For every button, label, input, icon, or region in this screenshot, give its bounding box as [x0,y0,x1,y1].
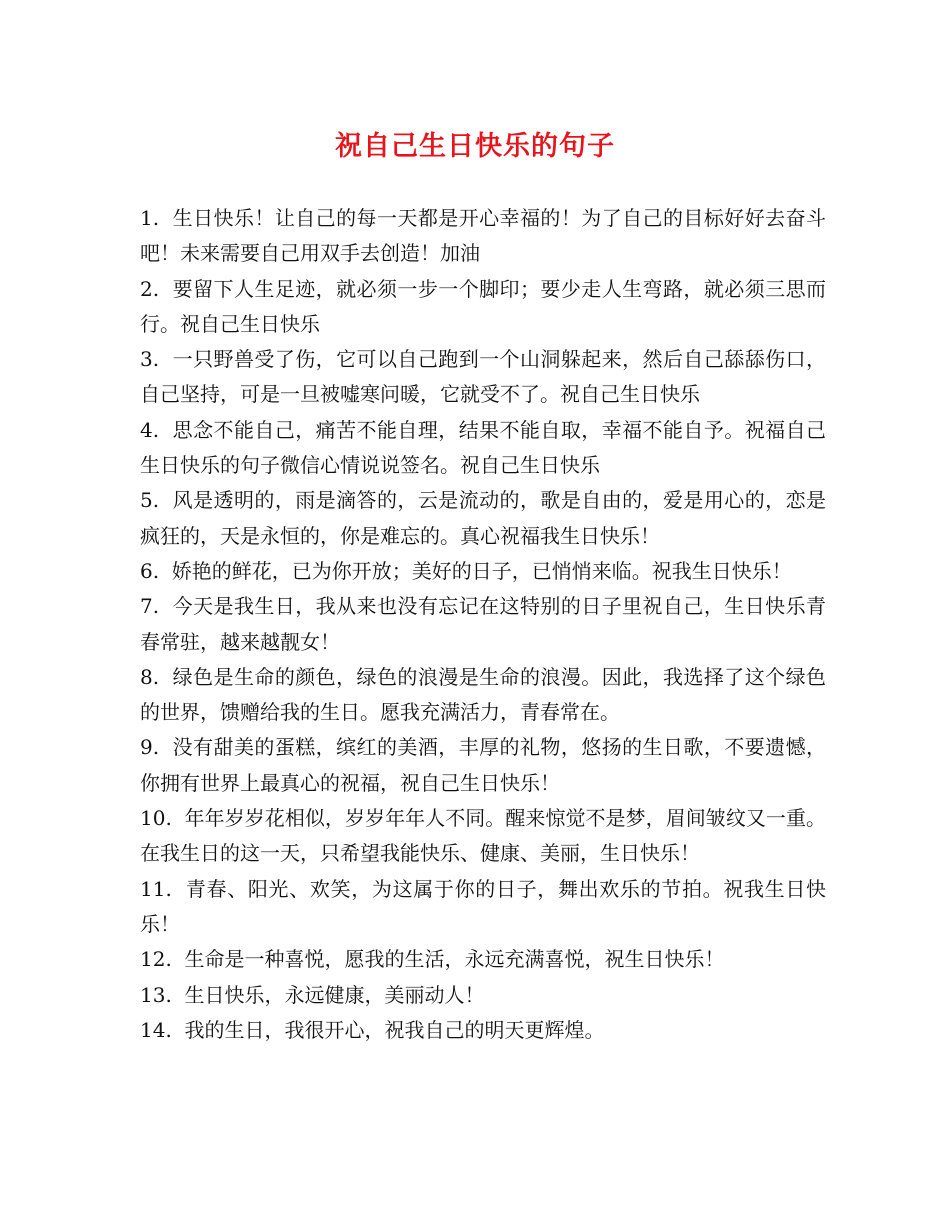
list-item [140,801,826,872]
item-number: 12. [140,947,172,972]
list-item [140,978,826,1013]
item-number: 1. [140,206,160,230]
item-text: 青春、阳光、欢笑，为这属于你的日子，舞出欢乐的节拍。祝我生日快乐！ [140,876,827,936]
item-number: 2. [140,276,160,301]
item-number: 9. [140,735,160,760]
item-number: 4. [140,417,160,442]
item-text: 绿色是生命的颜色，绿色的浪漫是生命的浪漫。因此，我选择了这个绿色的世界，馈赠给我的生日。愿我充满活力，青春常在。 [140,664,826,725]
item-text: 思念不能自己，痛苦不能自理，结果不能自取，幸福不能自予。祝福自己生日快乐的句子微信心情说说签名。祝自己生日快乐 [140,417,826,478]
list-item [140,730,826,801]
list-item [140,942,826,977]
list-item [140,1013,826,1048]
item-text: 我的生日，我很开心，祝我自己的明天更辉煌。 [184,1017,605,1042]
item-text: 没有甜美的蛋糕，缤红的美酒，丰厚的礼物，悠扬的生日歌，不要遗憾，你拥有世界上最真心的祝福，祝自己生日快乐！ [140,735,826,795]
list-item [140,342,826,413]
document-body [140,201,826,1048]
list-item [140,872,826,943]
item-text: 生命是一种喜悦，愿我的生活，永远充满喜悦，祝生日快乐！ [184,947,725,972]
item-number: 11. [140,876,172,901]
item-number: 10. [140,806,172,831]
item-number: 14. [140,1017,172,1042]
item-text: 生日快乐，永远健康，美丽动人！ [184,982,485,1007]
item-number: 6. [140,558,160,583]
item-number: 7. [140,594,160,619]
item-text: 年年岁岁花相似，岁岁年年人不同。醒来惊觉不是梦，眉间皱纹又一重。在我生日的这一天，只希望我能快乐、健康、美丽，生日快乐！ [140,806,827,866]
list-item [140,272,826,343]
item-number: 8. [140,664,160,689]
list-item [140,201,826,272]
item-text: 要留下人生足迹，就必须一步一个脚印；要少走人生弯路，就必须三思而行。祝自己生日快乐 [140,276,826,336]
item-text: 风是透明的，雨是滴答的，云是流动的，歌是自由的，爱是用心的，恋是疯狂的，天是永恒的，你是难忘的。真心祝福我生日快乐！ [140,488,826,548]
item-text: 一只野兽受了伤，它可以自己跑到一个山洞躲起来，然后自己舔舔伤口，自己坚持，可是一旦被嘘寒问暖，它就受不了。祝自己生日快乐 [140,347,826,407]
list-item [140,660,826,731]
item-text: 娇艳的鲜花，已为你开放；美好的日子，已悄悄来临。祝我生日快乐！ [171,558,792,583]
list-item [140,554,826,589]
item-text: 今天是我生日，我从来也没有忘记在这特别的日子里祝自己，生日快乐青春常驻，越来越靓女！ [140,594,826,654]
list-item [140,589,826,660]
list-item [140,413,826,484]
item-number: 3. [140,347,160,372]
item-text: 生日快乐！让自己的每一天都是开心幸福的！为了自己的目标好好去奋斗吧！未来需要自己用双手去创造！加油 [140,206,826,266]
document-title: 祝自己生日快乐的句子 [335,131,615,162]
item-number: 13. [140,982,172,1007]
item-number: 5. [140,488,160,513]
list-item [140,483,826,554]
